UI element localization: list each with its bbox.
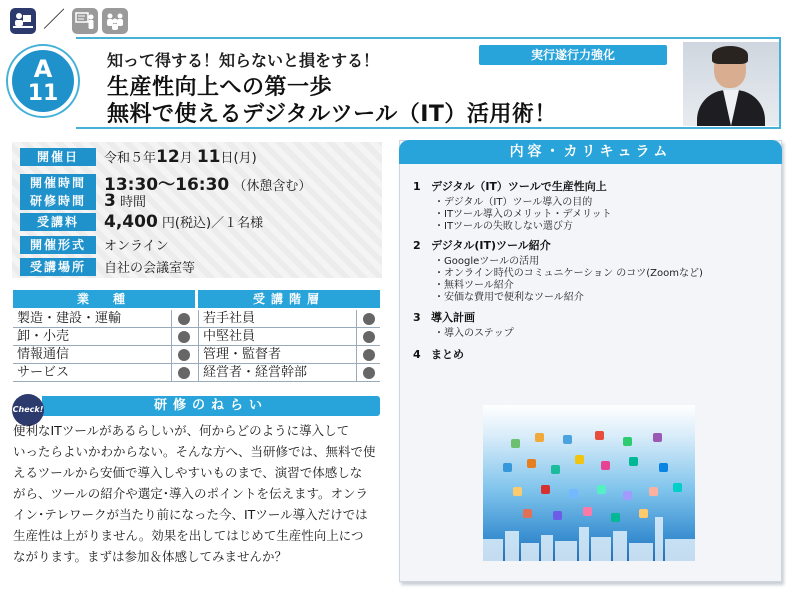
info-value: 自社の会議室等	[104, 261, 196, 276]
dot-icon	[178, 367, 190, 379]
level-cell: 経営者・経営幹部	[198, 364, 356, 382]
category-tag: 実行遂行力強化	[479, 45, 667, 65]
curriculum-section: 3 導入計画	[413, 311, 475, 324]
table-row	[13, 328, 380, 346]
info-value: オンライン	[104, 239, 169, 254]
dot-icon	[363, 349, 375, 361]
curriculum-section: 1 デジタル（IT）ツールで生産性向上	[413, 180, 607, 193]
dot-cell	[356, 310, 380, 327]
group-icon	[102, 8, 128, 34]
aim-line: 便利なITツールがあるらしいが、何からどのように導入して	[13, 423, 350, 438]
info-row-duration	[20, 191, 146, 211]
table-row	[13, 346, 380, 364]
info-row-location	[20, 257, 195, 276]
info-value: 3 時間	[104, 191, 146, 211]
header-subtitle: 知って得する！知らないと損をする！	[107, 51, 380, 70]
target-table	[13, 310, 380, 382]
digital-city-illustration	[483, 405, 695, 561]
info-label: 研修時間	[20, 192, 96, 210]
level-cell: 若手社員	[198, 310, 356, 328]
aim-line: ながります。まずは参加＆体感してみませんか？	[13, 549, 288, 564]
info-label: 受講場所	[20, 258, 96, 276]
aim-line: いったらよいかわからない。そんな方へ、当研修では、無料で使	[13, 444, 376, 459]
industry-header: 業 種	[13, 290, 195, 308]
dot-cell	[171, 346, 195, 363]
info-row-fee	[20, 212, 263, 232]
dot-cell	[171, 328, 195, 345]
person-at-desk-icon	[10, 8, 36, 34]
title-line-2: 無料で使えるデジタルツール（IT）活用術！	[107, 102, 557, 127]
curriculum-section: 4 まとめ	[413, 348, 464, 361]
title-line-1: 生産性向上への第一歩	[107, 75, 333, 100]
curriculum-item: ・Googleツールの活用	[434, 256, 540, 267]
dot-icon	[178, 313, 190, 325]
level-cell: 管理・監督者	[198, 346, 356, 364]
curriculum-title: 内容・カリキュラム	[399, 140, 782, 164]
dot-cell	[356, 328, 380, 345]
presentation-icon	[72, 8, 98, 34]
info-row-date	[20, 147, 257, 167]
info-label: 開催時間	[20, 174, 96, 192]
level-cell: 中堅社員	[198, 328, 356, 346]
dot-icon	[363, 367, 375, 379]
info-label: 開催形式	[20, 236, 96, 254]
dot-cell	[356, 346, 380, 363]
aim-text	[13, 420, 383, 567]
instructor-photo	[683, 42, 779, 126]
dot-cell	[171, 310, 195, 327]
info-label: 開催日	[20, 148, 96, 166]
info-label: 受講料	[20, 213, 96, 231]
curriculum-item: ・導入のステップ	[434, 328, 514, 339]
curriculum-item: ・ITツール導入のメリット・デメリット	[434, 209, 612, 220]
info-row-format	[20, 235, 169, 254]
aim-title: 研修のねらい	[42, 396, 380, 416]
info-value: 令和５年12月 11日(月)	[104, 147, 257, 167]
curriculum-item: ・デジタル（IT）ツール導入の目的	[434, 197, 593, 208]
curriculum-item: ・無料ツール紹介	[434, 280, 514, 291]
industry-cell: 卸・小売	[17, 329, 70, 344]
target-table-header	[13, 290, 380, 308]
check-icon: Check!	[12, 394, 44, 426]
level-header: 受講階層	[198, 290, 380, 308]
dot-cell	[171, 364, 195, 381]
badge-letter: A	[33, 55, 53, 83]
curriculum-section: 2 デジタル(IT)ツール紹介	[413, 239, 551, 252]
aim-line: イン･テレワークが当たり前になった今、ITツール導入だけでは	[13, 507, 368, 522]
aim-line: えるツールから安価で導入しやすいものまで、演習で体感しな	[13, 465, 363, 480]
aim-line: がら、ツールの紹介や選定･導入のポイントを伝えます。オンラ	[13, 486, 369, 501]
info-value: 13:30～16:30 （休憩含む）	[104, 175, 312, 195]
curriculum-item: ・オンライン時代のコミュニケーション のコツ(Zoomなど)	[434, 268, 703, 279]
icon-separator: ／	[43, 8, 66, 33]
top-icons	[10, 8, 128, 34]
table-row	[13, 310, 380, 328]
info-value: 4,400 円(税込)／１名様	[104, 212, 264, 232]
curriculum-item: ・安価な費用で便利なツール紹介	[434, 292, 584, 303]
dot-icon	[178, 349, 190, 361]
industry-cell: 製造・建設・運輸	[17, 311, 122, 326]
curriculum-item: ・ITツールの失敗しない選び方	[434, 221, 573, 232]
industry-cell: 情報通信	[17, 347, 70, 362]
dot-icon	[363, 313, 375, 325]
badge-number: 11	[27, 81, 59, 106]
dot-icon	[363, 331, 375, 343]
table-row	[13, 364, 380, 382]
dot-icon	[178, 331, 190, 343]
course-number-badge	[8, 46, 78, 116]
industry-cell: サービス	[17, 365, 70, 380]
dot-cell	[356, 364, 380, 381]
aim-line: 生産性は上がりません。効果を出してはじめて生産性向上につ	[13, 528, 364, 543]
